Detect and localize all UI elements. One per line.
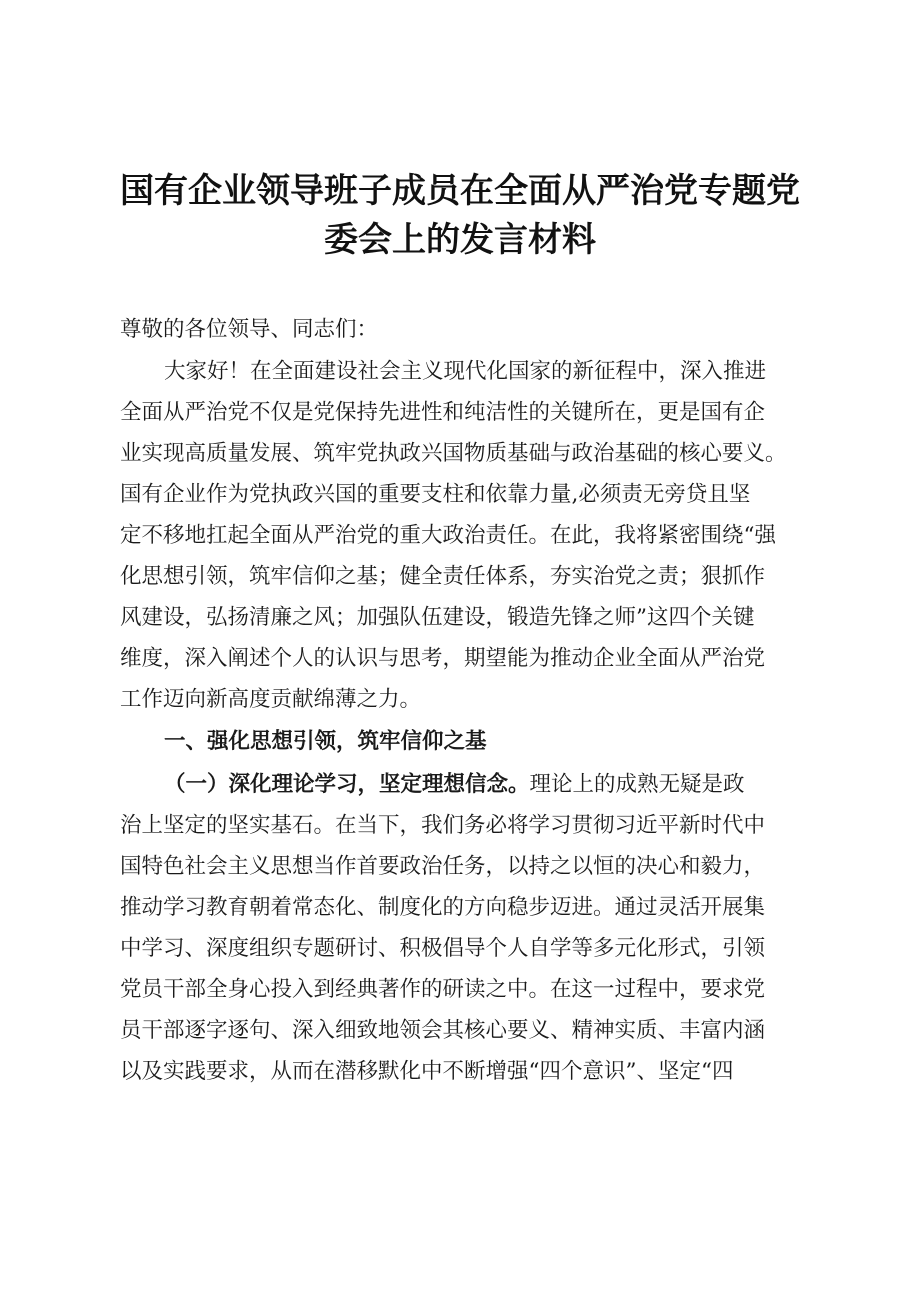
intro-line: 业实现高质量发展、筑牢党执政兴国物质基础与政治基础的核心要义。 [120, 441, 787, 466]
body-line: 党员干部全身心投入到经典著作的研读之中。在这一过程中，要求党 [120, 977, 766, 1002]
section-heading: 一、强化思想引领，筑牢信仰之基 [164, 729, 487, 754]
intro-line: 维度，深入阐述个人的认识与思考，期望能为推动企业全面从严治党 [120, 646, 766, 671]
document-title-line-1: 国有企业领导班子成员在全面从严治党专题党 [120, 171, 800, 211]
body-line: 推动学习教育朝着常态化、制度化的方向稳步迈进。通过灵活开展集 [120, 895, 766, 920]
body-line: 国特色社会主义思想当作首要政治任务，以持之以恒的决心和毅力， [120, 854, 766, 879]
document-title-line-2: 委会上的发言材料 [324, 220, 596, 260]
intro-line: 国有企业作为党执政兴国的重要支柱和依靠力量,必须责无旁贷且坚 [120, 482, 751, 507]
body-line: 员干部逐字逐句、深入细致地领会其核心要义、精神实质、丰富内涵 [120, 1018, 766, 1043]
salutation: 尊敬的各位领导、同志们： [120, 317, 379, 342]
intro-line: 化思想引领，筑牢信仰之基；健全责任体系，夯实治党之责；狠抓作 [120, 564, 766, 589]
intro-line: 大家好！在全面建设社会主义现代化国家的新征程中，深入推进 [164, 359, 767, 384]
intro-line: 风建设，弘扬清廉之风；加强队伍建设，锻造先锋之师”这四个关键 [120, 605, 755, 630]
body-line: 以及实践要求，从而在潜移默化中不断增强“四个意识”、坚定“四 [120, 1059, 734, 1084]
intro-line: 定不移地扛起全面从严治党的重大政治责任。在此，我将紧密围绕“强 [120, 523, 776, 548]
body-line: 中学习、深度组织专题研讨、积极倡导个人自学等多元化形式，引领 [120, 936, 766, 961]
subsection-first-text: 理论上的成熟无疑是政 [529, 772, 745, 797]
subsection-heading: （一）深化理论学习，坚定理想信念。 [164, 772, 530, 797]
intro-line: 工作迈向新高度贡献绵薄之力。 [120, 687, 422, 712]
intro-line: 全面从严治党不仅是党保持先进性和纯洁性的关键所在，更是国有企 [120, 400, 766, 425]
body-line: 治上坚定的坚实基石。在当下，我们务必将学习贯彻习近平新时代中 [120, 813, 766, 838]
subsection-first-line [164, 767, 745, 798]
